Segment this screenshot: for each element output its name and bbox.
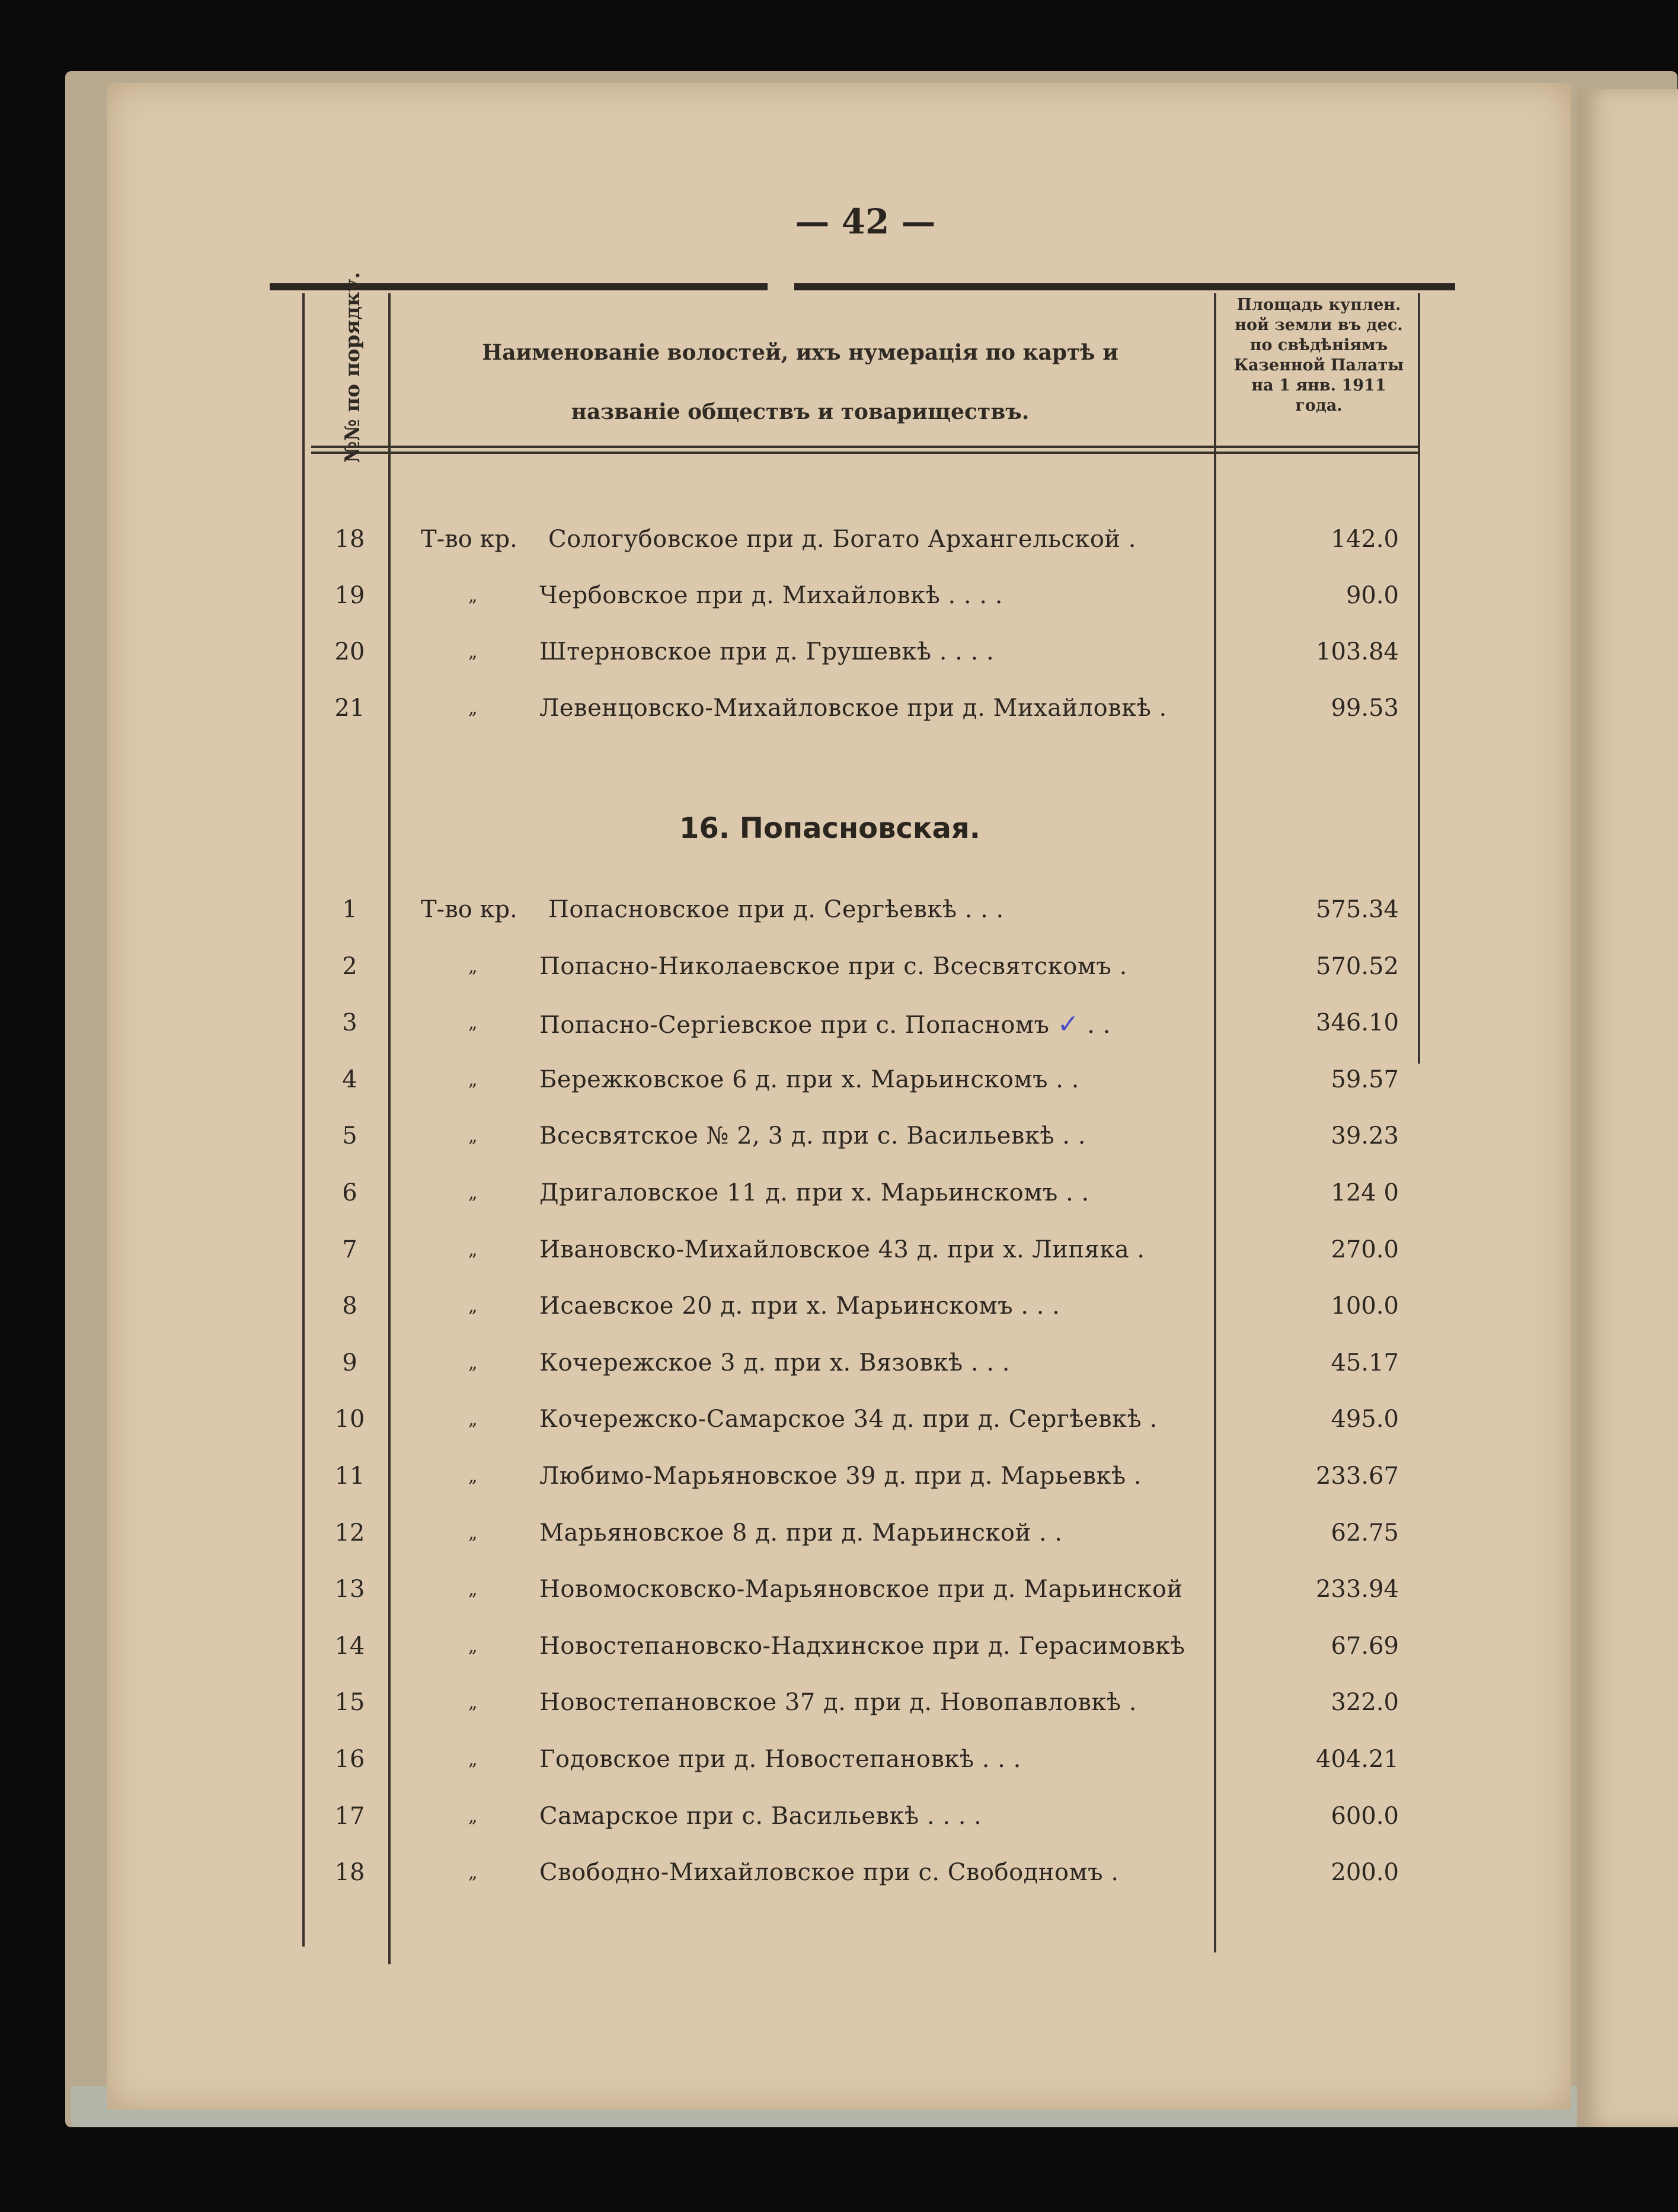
row-number: 16 [334, 1746, 365, 1773]
table-row [320, 1342, 1434, 1384]
table-row [320, 1682, 1434, 1723]
row-name [539, 1803, 982, 1830]
header-area-column [1218, 295, 1420, 416]
row-name-text: Попасно-Николаевское при с. Всесвятскомъ . [539, 953, 1127, 980]
row-number: 10 [334, 1406, 365, 1433]
row-area: 90.0 [1345, 582, 1399, 609]
row-name-text: Дригаловское 11 д. при х. Марьинскомъ . . [539, 1179, 1089, 1206]
header-area-line: года. [1295, 396, 1343, 415]
ditto-mark: „ [468, 1409, 478, 1430]
ditto-mark: „ [468, 698, 478, 719]
row-name-text: Самарское при с. Васильевкѣ . . . . [539, 1803, 982, 1830]
row-name: Левенцовско-Михайловское при д. Михайловкѣ . [539, 694, 1167, 722]
row-name [539, 1236, 1145, 1263]
ditto-mark: „ [468, 1579, 478, 1600]
row-number: 7 [342, 1236, 357, 1263]
row-number: 1 [342, 896, 357, 923]
row-number: 21 [334, 694, 365, 722]
row-name-text: Марьяновское 8 д. при д. Марьинской . . [539, 1519, 1063, 1547]
header-area-line: по свѣдѣніямъ [1249, 336, 1388, 354]
row-area: 270.0 [1331, 1236, 1399, 1263]
row-area: 322.0 [1331, 1689, 1399, 1716]
ditto-mark: „ [468, 1692, 478, 1713]
row-number: 4 [342, 1066, 357, 1093]
row-number: 18 [334, 1859, 365, 1886]
table-row [320, 889, 1434, 930]
table-row [320, 1455, 1434, 1497]
header-bottom-rule-2 [311, 452, 1420, 454]
table-row [320, 687, 1434, 729]
row-name-text: Исаевское 20 д. при х. Марьинскомъ . . . [539, 1292, 1060, 1320]
ditto-mark: „ [468, 585, 478, 606]
header-name-line1: Наименованіе волостей, ихъ нумерація по картѣ и [482, 340, 1118, 365]
row-area: 404.21 [1316, 1746, 1399, 1773]
row-area: 67.69 [1331, 1632, 1399, 1660]
row-name-text: Новостепановско-Надхинское при д. Герасимовкѣ [539, 1632, 1185, 1660]
table-row [320, 518, 1434, 560]
row-name [539, 953, 1127, 980]
ditto-mark: „ [468, 1636, 478, 1657]
row-name [539, 1122, 1086, 1150]
header-num-label: №№ по порядку. [341, 271, 365, 463]
row-area: 103.84 [1316, 638, 1399, 665]
ditto-mark: „ [468, 1126, 478, 1147]
row-area: 45.17 [1331, 1349, 1399, 1377]
header-area-line: ной земли въ дес. [1235, 316, 1403, 334]
ditto-mark: „ [468, 1749, 478, 1770]
row-name [548, 896, 1004, 923]
row-name-text: Попасновское при д. Сергѣевкѣ . . . [548, 896, 1004, 923]
row-area: 99.53 [1331, 694, 1399, 722]
row-number: 18 [334, 526, 365, 553]
row-number: 8 [342, 1292, 357, 1320]
table-row [320, 1059, 1434, 1100]
ditto-mark: „ [468, 1183, 478, 1203]
row-area: 142.0 [1331, 526, 1399, 553]
row-number: 15 [334, 1689, 365, 1716]
row-name-text: Свободно-Михайловское при с. Свободномъ . [539, 1859, 1119, 1886]
table-row [320, 1002, 1434, 1043]
row-name-text: Кочережское 3 д. при х. Вязовкѣ . . . [539, 1349, 1010, 1377]
next-page-edge [1577, 89, 1678, 2127]
row-name [539, 1292, 1060, 1320]
header-name-column [391, 323, 1209, 441]
row-number: 2 [342, 953, 357, 980]
table-row [320, 1172, 1434, 1214]
table-row [320, 1115, 1434, 1157]
row-area: 233.94 [1316, 1576, 1399, 1603]
row-name [539, 1349, 1010, 1377]
row-area: 62.75 [1331, 1519, 1399, 1547]
row-area: 39.23 [1331, 1122, 1399, 1150]
table-row [320, 1285, 1434, 1327]
row-name-text: Всесвятское № 2, 3 д. при с. Васильевкѣ . . [539, 1122, 1086, 1150]
row-number: 13 [334, 1576, 365, 1603]
header-bottom-rule [311, 446, 1420, 448]
section-title: 16. Попасновская. [679, 812, 980, 845]
ditto-mark: „ [468, 956, 478, 977]
table-row [320, 1739, 1434, 1780]
row-number: 12 [334, 1519, 365, 1547]
row-area: 200.0 [1331, 1859, 1399, 1886]
row-prefix: Т-во кр. [421, 526, 517, 553]
row-area: 124 0 [1331, 1179, 1399, 1206]
row-name: Сологубовское при д. Богато Архангельской . [548, 526, 1136, 553]
row-name [539, 1519, 1063, 1547]
top-rule-right [794, 283, 1455, 290]
header-num-column [323, 271, 382, 463]
left-border [302, 293, 305, 1947]
ditto-mark: „ [468, 1070, 478, 1090]
header-area-line: Площадь куплен. [1236, 296, 1401, 314]
row-area: 59.57 [1331, 1066, 1399, 1093]
row-name [539, 1406, 1158, 1433]
row-name [539, 1576, 1183, 1603]
row-name [539, 1689, 1137, 1716]
row-name [539, 1859, 1119, 1886]
row-area: 575.34 [1316, 896, 1399, 923]
row-name-text: Новомосковско-Марьяновское при д. Марьинской [539, 1576, 1183, 1603]
table-row [320, 1398, 1434, 1440]
row-name-text: Ивановско-Михайловское 43 д. при х. Липяка . [539, 1236, 1145, 1263]
ditto-mark: „ [468, 642, 478, 662]
row-area: 233.67 [1316, 1462, 1399, 1490]
check-mark: ✓ [1057, 1009, 1080, 1039]
row-number: 17 [334, 1803, 365, 1830]
table-row [320, 631, 1434, 673]
table-row [320, 1852, 1434, 1893]
ditto-mark: „ [468, 1353, 478, 1374]
row-name: Штерновское при д. Грушевкѣ . . . . [539, 638, 995, 665]
table-row [320, 1512, 1434, 1554]
ditto-mark: „ [468, 1240, 478, 1260]
row-area: 570.52 [1316, 953, 1399, 980]
row-number: 3 [342, 1009, 357, 1036]
row-number: 11 [334, 1462, 365, 1490]
row-number: 5 [342, 1122, 357, 1150]
row-name [539, 1462, 1142, 1490]
row-prefix: Т-во кр. [421, 896, 517, 923]
row-number: 9 [342, 1349, 357, 1377]
ditto-mark: „ [468, 1862, 478, 1883]
ditto-mark: „ [468, 1296, 478, 1317]
row-name-text: Любимо-Марьяновское 39 д. при д. Марьевкѣ . [539, 1462, 1142, 1490]
row-area: 495.0 [1331, 1406, 1399, 1433]
table-row [320, 1229, 1434, 1270]
table-row [320, 575, 1434, 616]
table-row [320, 946, 1434, 987]
row-name-text: Бережковское 6 д. при х. Марьинскомъ . . [539, 1066, 1079, 1093]
row-name-text: Попасно-Сергіевское при с. Попасномъ [539, 1011, 1050, 1039]
table-row [320, 1568, 1434, 1610]
table-row [320, 1625, 1434, 1667]
row-number: 20 [334, 638, 365, 665]
row-name: Чербовское при д. Михайловкѣ . . . . [539, 582, 1003, 609]
row-name [539, 1179, 1089, 1206]
ditto-mark: „ [468, 1806, 478, 1827]
header-area-line: Казенной Палаты [1233, 356, 1404, 374]
header-area-line: на 1 янв. 1911 [1251, 376, 1386, 395]
ditto-mark: „ [468, 1523, 478, 1544]
row-area: 346.10 [1316, 1009, 1399, 1036]
row-area: 100.0 [1331, 1292, 1399, 1320]
table-row [320, 1795, 1434, 1837]
row-name [539, 1009, 1111, 1039]
row-name-tail: . . [1079, 1011, 1111, 1039]
header-name-line2: названіе обществъ и товариществъ. [571, 399, 1030, 424]
row-number: 19 [334, 582, 365, 609]
ditto-mark: „ [468, 1013, 478, 1033]
row-name-text: Новостепановское 37 д. при д. Новопавловкѣ . [539, 1689, 1137, 1716]
page-number: — 42 — [795, 201, 936, 242]
row-number: 14 [334, 1632, 365, 1660]
row-name [539, 1632, 1185, 1660]
row-name [539, 1066, 1079, 1093]
row-number: 6 [342, 1179, 357, 1206]
ditto-mark: „ [468, 1466, 478, 1487]
row-name [539, 1746, 1021, 1773]
row-area: 600.0 [1331, 1803, 1399, 1830]
row-name-text: Кочережско-Самарское 34 д. при д. Сергѣевкѣ . [539, 1406, 1158, 1433]
row-name-text: Годовское при д. Новостепановкѣ . . . [539, 1746, 1021, 1773]
